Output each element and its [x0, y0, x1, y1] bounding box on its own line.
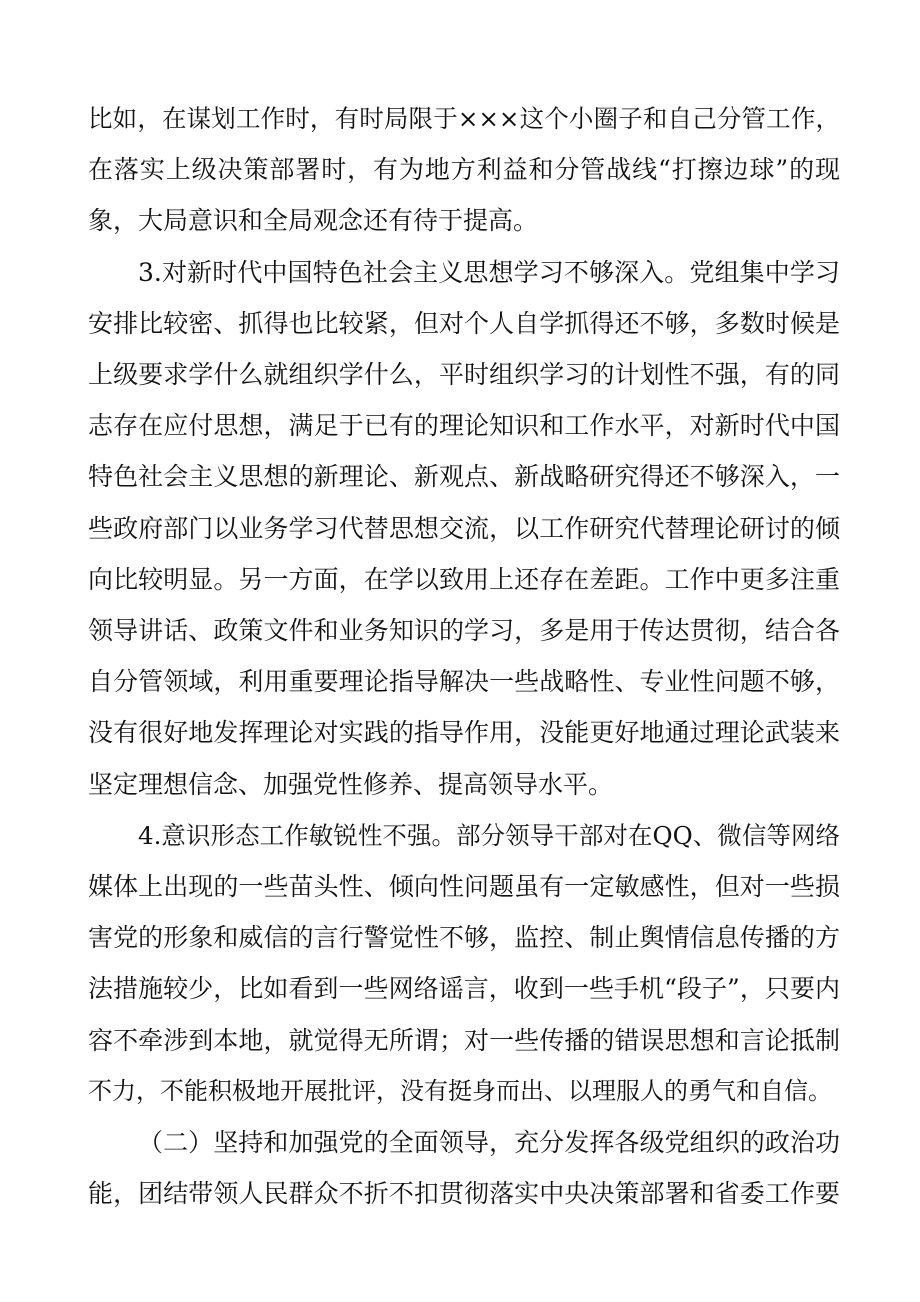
text-line: 自分管领域，利用重要理论指导解决一些战略性、专业性问题不够，: [88, 667, 840, 697]
text-line: 坚定理想信念、加强党性修养、提高领导水平。: [88, 769, 614, 799]
text-line: 特色社会主义思想的新理论、新观点、新战略研究得还不够深入，一: [88, 462, 840, 492]
text-line: 象，大局意识和全局观念还有待于提高。: [88, 206, 539, 236]
text-line: 安排比较密、抓得也比较紧，但对个人自学抓得还不够，多数时候是: [88, 308, 840, 338]
text-line: 3.对新时代中国特色社会主义思想学习不够深入。党组集中学习: [138, 257, 840, 287]
paragraph-4: [88, 1117, 840, 1219]
text-line: 能，团结带领人民群众不折不扣贯彻落实中央决策部署和省委工作要: [88, 1179, 840, 1209]
text-line: 领导讲话、政策文件和业务知识的学习，多是用于传达贯彻，结合各: [88, 616, 840, 646]
document-body: [88, 93, 840, 1219]
paragraph-2: [88, 247, 840, 810]
text-line: 法措施较少，比如看到一些网络谣言，收到一些手机“段子”，只要内: [88, 974, 840, 1004]
paragraph-3: [88, 810, 840, 1117]
text-line: 向比较明显。另一方面，在学以致用上还存在差距。工作中更多注重: [88, 564, 840, 594]
text-line: 在落实上级决策部署时，有为地方利益和分管战线“打擦边球”的现: [88, 155, 840, 185]
text-line: 没有很好地发挥理论对实践的指导作用，没能更好地通过理论武装来: [88, 718, 840, 748]
text-line: 容不牵涉到本地，就觉得无所谓；对一些传播的错误思想和言论抵制: [88, 1025, 840, 1055]
text-line: 4.意识形态工作敏锐性不强。部分领导干部对在QQ、微信等网络: [138, 820, 840, 850]
text-line: 害党的形象和威信的言行警觉性不够，监控、制止舆情信息传播的方: [88, 923, 840, 953]
text-line: 志存在应付思想，满足于已有的理论知识和工作水平，对新时代中国: [88, 411, 840, 441]
text-line: 些政府部门以业务学习代替思想交流，以工作研究代替理论研讨的倾: [88, 513, 840, 543]
text-line: 比如，在谋划工作时，有时局限于×××这个小圈子和自己分管工作，: [88, 104, 840, 133]
text-line: 媒体上出现的一些苗头性、倾向性问题虽有一定敏感性，但对一些损: [88, 872, 840, 902]
paragraph-1: [88, 93, 840, 247]
text-line: 上级要求学什么就组织学什么，平时组织学习的计划性不强，有的同: [88, 360, 840, 390]
text-line: 不力，不能积极地开展批评，没有挺身而出、以理服人的勇气和自信。: [88, 1076, 832, 1105]
text-line: （二）坚持和加强党的全面领导，充分发挥各级党组织的政治功: [138, 1128, 840, 1158]
